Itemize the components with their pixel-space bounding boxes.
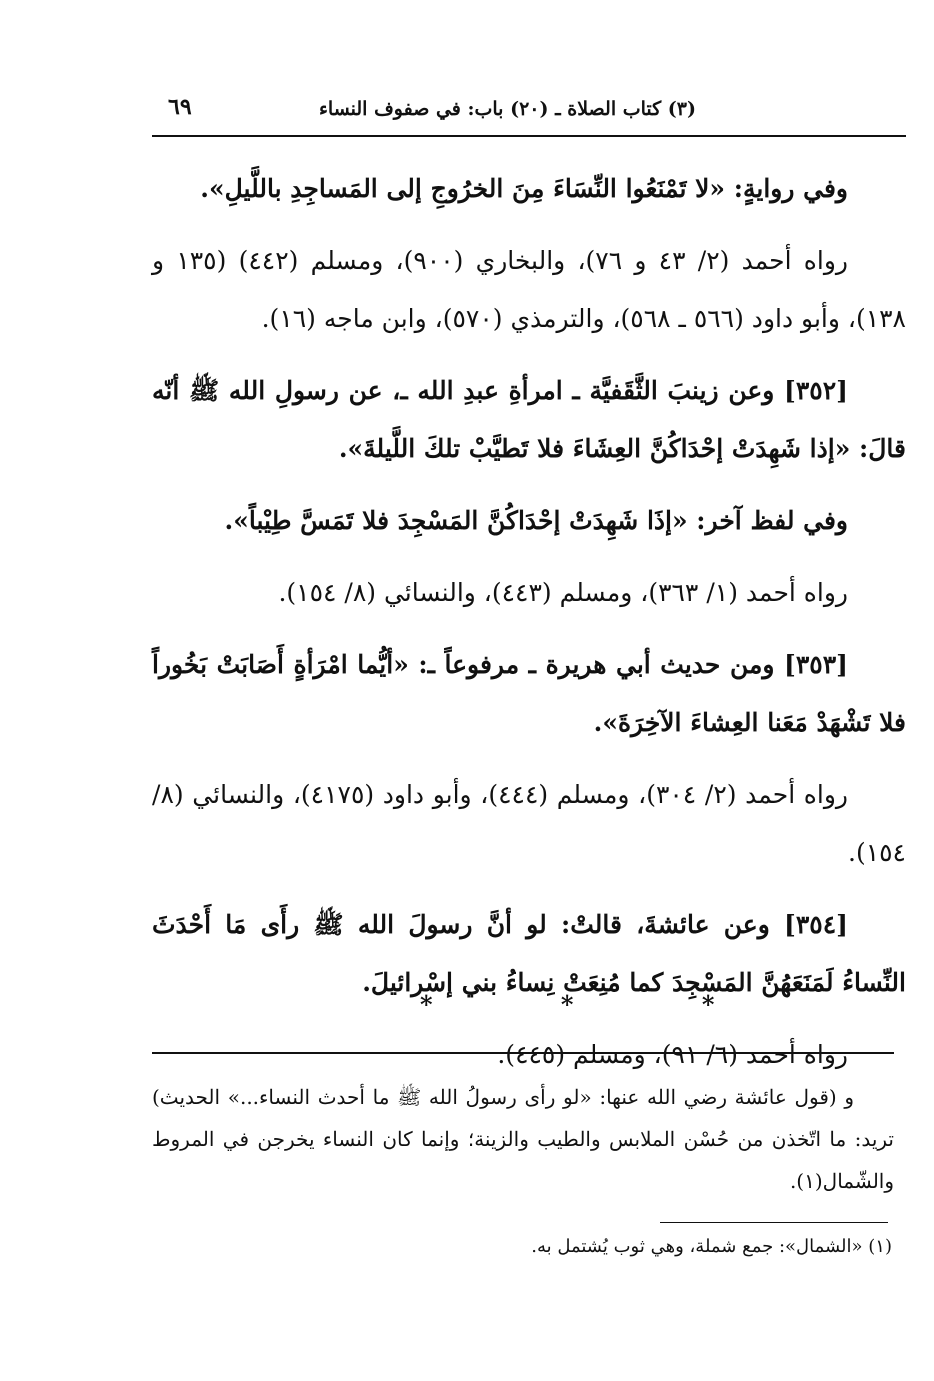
hadith-352: [٣٥٢] وعن زينبَ الثَّقَفيَّة ـ امرأةِ عبدِ الله ـ، عن رسولِ الله ﷺ أنّه قالَ: «إذا شَهِدَتْ إحْدَاكُنَّ العِشَاءَ فلا تَطيَّبْ تلكَ اللَّيلةَ». bbox=[152, 376, 906, 463]
commentary-block bbox=[152, 1076, 894, 1202]
hadith-353: [٣٥٣] ومن حديث أبي هريرة ـ مرفوعاً ـ: «أيُّما امْرَأةٍ أَصَابَتْ بَخُوراً فلا تَشْهَدْ مَعَنا العِشاءَ الآخِرَةَ». bbox=[152, 650, 906, 737]
paragraph-takhrij-2: رواه أحمد (١/ ٣٦٣)، ومسلم (٤٤٣)، والنسائي (٨/ ١٥٤). bbox=[278, 578, 848, 607]
header-divider bbox=[152, 135, 906, 137]
paragraph-takhrij-4: رواه أحمد (٦/ ٩١)، ومسلم (٤٤٥). bbox=[497, 1040, 848, 1069]
commentary-divider bbox=[152, 1052, 894, 1054]
page-number: ٦٩ bbox=[168, 94, 192, 120]
hadith-354: [٣٥٤] وعن عائشةَ، قالتْ: لو أنَّ رسولَ الله ﷺ رأَى مَا أَحْدَثَ النِّساءُ لَمَنَعَهُنَّ المَسْجِدَ كما مُنِعَتْ نِساءُ بني إسْرائيلَ. bbox=[152, 910, 906, 997]
footnote-divider bbox=[660, 1222, 888, 1223]
page-header bbox=[150, 92, 906, 132]
paragraph-riwaya: وفي روايةٍ: «لا تَمْنَعُوا النِّسَاءَ مِنَ الخرُوجِ إلى المَساجِدِ باللَّيلِ». bbox=[200, 174, 848, 203]
paragraph-another-wording: وفي لفظ آخر: «إذَا شَهِدَتْ إحْدَاكُنَّ المَسْجِدَ فلا تَمَسَّ طِيْباً». bbox=[224, 506, 848, 535]
section-separator: * * * bbox=[420, 990, 775, 1019]
footnote-text: (١) «الشمال»: جمع شملة، وهي ثوب يُشتمل به. bbox=[531, 1236, 892, 1257]
commentary-text: و (قول عائشة رضي الله عنها: «لو رأى رسولُ الله ﷺ ما أحدث النساء...» الحديث) تريد: ما اتّخذن من حُسْن الملابس والطيب والزينة؛ وإنما كان النساء يخرجن في المروط والشّمال(١). bbox=[152, 1085, 894, 1193]
paragraph-takhrij-1: رواه أحمد (٢/ ٤٣ و ٧٦)، والبخاري (٩٠٠)، ومسلم (٤٤٢) (١٣٥ و ١٣٨)، وأبو داود (٥٦٦ ـ ٥٦٨)، والترمذي (٥٧٠)، وابن ماجه (١٦). bbox=[152, 246, 906, 333]
main-text bbox=[152, 160, 906, 1098]
running-title: (٣) كتاب الصلاة ـ (٢٠) باب: في صفوف النساء bbox=[318, 98, 696, 120]
paragraph-takhrij-3: رواه أحمد (٢/ ٣٠٤)، ومسلم (٤٤٤)، وأبو داود (٤١٧٥)، والنسائي (٨/ ١٥٤). bbox=[152, 780, 906, 867]
